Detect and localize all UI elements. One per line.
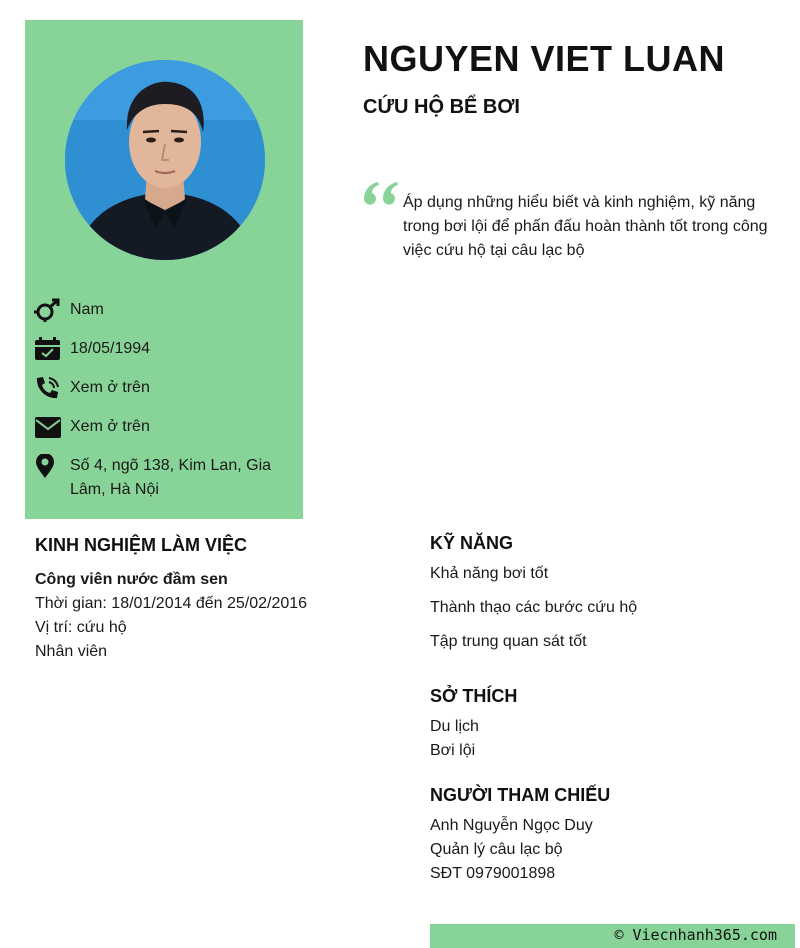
experience-period: Thời gian: 18/01/2014 đến 25/02/2016 [35, 595, 308, 612]
phone-row [34, 376, 294, 400]
hobbies-section [430, 686, 790, 763]
reference-phone: SĐT 0979001898 [430, 865, 556, 882]
skill-item: Tập trung quan sát tốt [430, 633, 587, 650]
skills-title: KỸ NĂNG [430, 533, 514, 553]
address-value: Số 4, ngõ 138, Kim Lan, Gia Lâm, Hà Nội [70, 457, 272, 498]
calendar-icon [34, 337, 62, 361]
address-row [34, 454, 294, 502]
envelope-icon [34, 415, 62, 439]
birthday-value: 18/05/1994 [70, 340, 151, 357]
location-pin-icon [34, 454, 62, 478]
experience-title: KINH NGHIỆM LÀM VIỆC [35, 535, 248, 555]
references-section [430, 785, 790, 886]
email-row [34, 415, 294, 439]
sidebar [25, 20, 303, 519]
experience-company: Công viên nước đầm sen [35, 571, 228, 588]
profile-photo [65, 60, 265, 260]
skill-item: Khả năng bơi tốt [430, 565, 549, 582]
skill-item: Thành thạo các bước cứu hộ [430, 599, 638, 616]
phone-value: Xem ở trên [70, 379, 150, 396]
email-value: Xem ở trên [70, 418, 150, 435]
phone-icon [34, 376, 62, 400]
experience-type: Nhân viên [35, 643, 108, 660]
gender-row [34, 298, 294, 322]
personal-info-list [34, 298, 294, 517]
references-title: NGƯỜI THAM CHIẾU [430, 785, 611, 805]
experience-role: Vị trí: cứu hộ [35, 619, 127, 636]
skills-section [430, 533, 790, 664]
gender-icon [34, 298, 62, 322]
quote-icon [362, 180, 400, 210]
experience-section [35, 535, 395, 664]
hobby-item: Du lịch [430, 718, 479, 735]
hobby-item: Bơi lội [430, 742, 476, 759]
job-position: CỨU HỘ BỂ BƠI [363, 96, 520, 118]
gender-value: Nam [70, 301, 104, 318]
reference-name: Anh Nguyễn Ngọc Duy [430, 817, 593, 834]
copyright-footer: © Viecnhanh365.com [430, 924, 795, 948]
reference-title: Quản lý câu lạc bộ [430, 841, 563, 858]
career-objective: Áp dụng những hiểu biết và kinh nghiệm, kỹ năng trong bơi lội để phấn đấu hoàn thành tốt trong công việc cứu hộ tại câu lạc bộ [403, 194, 768, 259]
hobbies-title: SỞ THÍCH [430, 686, 518, 706]
candidate-name: NGUYEN VIET LUAN [363, 38, 726, 79]
birthday-row [34, 337, 294, 361]
